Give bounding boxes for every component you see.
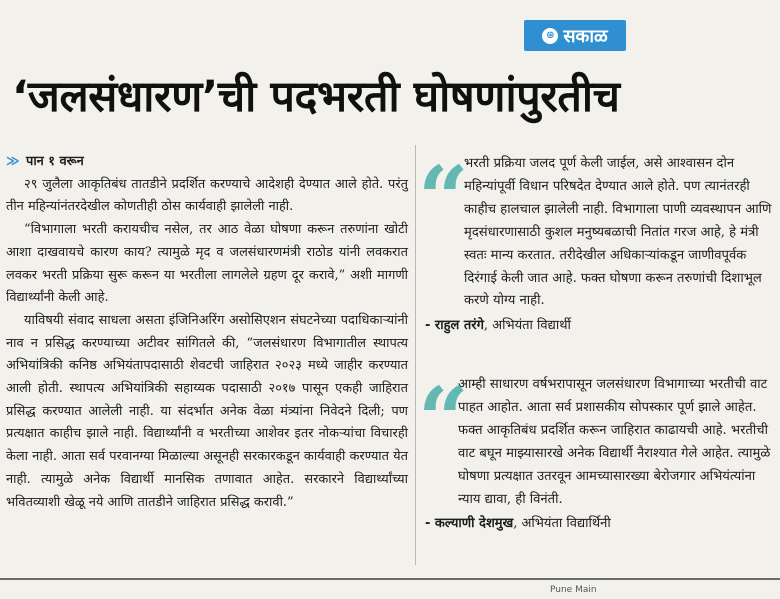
newspaper-logo — [524, 20, 626, 51]
quote-text: आम्ही साधारण वर्षभरापासून जलसंधारण विभागाच्या भरतीची वाट पाहत आहोत. आता सर्व प्रशासकीय सोपस्कार पूर्ण झाले आहेत. फक्त आकृतिबंध प्रदर्शित करून जाहिरात काढायची आहे. भरतीची वाट बघून माझ्यासारखे अनेक विद्यार्थी नैराश्यात गेले आहेत. त्यामुळे घोषणा प्रत्यक्षात उतरवून आमच्यासारख्या बेरोजगार अभियंत्यांना न्याय द्यावा, ही विनंती. — [458, 377, 771, 507]
quote-author: कल्याणी देशमुख — [434, 516, 514, 532]
continued-article — [6, 151, 408, 514]
quote-author: राहुल तरंगे — [434, 318, 484, 334]
student-quote-kalyani — [418, 367, 776, 535]
article-headline: ‘जलसंधारण’ची पदभरती घोषणांपुरतीच — [12, 72, 620, 122]
author-role: , अभियंता विद्यार्थी — [483, 318, 571, 334]
author-role: , अभियंता विद्यार्थिनी — [513, 516, 611, 532]
sakal-logo-icon: ⊛ — [542, 28, 558, 44]
column-divider — [415, 145, 416, 565]
article-paragraph: २९ जुलैला आकृतिबंध तातडीने प्रदर्शित करण्याचे आदेशही देण्यात आले होते. परंतु तीन महिन्यांनंतरदेखील कोणतीही ठोस कार्यवाही झालेली नाही. — [6, 176, 408, 215]
edition-label: Pune Main — [550, 585, 597, 595]
quote-attribution — [425, 513, 776, 535]
quote-mark-icon: “ — [418, 146, 469, 250]
quote-attribution — [425, 315, 776, 337]
footer-rule — [0, 578, 780, 580]
kicker-label: पान १ वरून — [26, 154, 84, 169]
newspaper-name: सकाळ — [563, 25, 608, 47]
student-quote-rahul — [418, 146, 776, 337]
double-chevron-icon: ≫ — [6, 154, 20, 169]
quote-text: भरती प्रक्रिया जलद पूर्ण केली जाईल, असे आश्वासन दोन महिन्यांपूर्वी विधान परिषदेत देण्यात आले होते. पण त्यानंतरही काहीच हालचाल झालेली नाही. विभागाला पाणी व्यवस्थापन आणि मृदसंधारणासाठी कुशल मनुष्यबळाची नितांत गरज आहे, हे मंत्री स्वतः मान्य करतात. तरीदेखील अधिकाऱ्यांकडून जाणीवपूर्वक दिरंगाई केली जात आहे. फक्त घोषणा करून तरुणांची दिशाभूल करणे योग्य नाही. — [464, 156, 772, 309]
article-paragraph: याविषयी संवाद साधला असता इंजिनिअरिंग असोसिएशन संघटनेच्या पदाधिकाऱ्यांनी नाव न प्रसिद्ध करण्याच्या अटीवर सांगितले की, “जलसंधारण विभागातील स्थापत्य अभियांत्रिकी कनिष्ठ अभियंतापदासाठी शेवटची जाहिरात २०२३ मध्ये जाहीर करण्यात आली होती. स्थापत्य अभियांत्रिकी सहाय्यक पदासाठी २०१७ पासून एकही जाहिरात प्रसिद्ध करण्यात आलेली नाही. या संदर्भात अनेक वेळा मंत्र्यांना निवेदने दिली; पण प्रत्यक्षात काहीच झाले नाही. विद्यार्थ्यांनी व भरतीच्या आशेवर इतर नोकऱ्यांचा विचारही केला नाही. आता सर्व परवानग्या मिळाल्या असूनही सरकारकडून कार्यवाही करण्यात येत नाही. त्यामुळे अनेक विद्यार्थी मानसिक तणावात आहेत. सरकारने विद्यार्थ्यांच्या भवितव्याशी खेळू नये आणि तातडीने जाहिरात प्रसिद्ध करावी.” — [6, 312, 408, 510]
article-paragraph: “विभागाला भरती करायचीच नसेल, तर आठ वेळा घोषणा करून तरुणांना खोटी आशा दाखवायचे कारण काय? त्यामुळे मृद व जलसंधारणमंत्री राठोड यांनी लवकरात लवकर भरती प्रक्रिया सुरू करून या भरतीला लागलेले ग्रहण दूर करावे,” अशी मागणी विद्यार्थ्यांनी केली आहे. — [6, 222, 408, 306]
quote-mark-icon: “ — [418, 367, 469, 471]
continuation-kicker — [6, 151, 408, 174]
attribution-dash: - — [425, 318, 435, 334]
attribution-dash: - — [425, 516, 435, 532]
